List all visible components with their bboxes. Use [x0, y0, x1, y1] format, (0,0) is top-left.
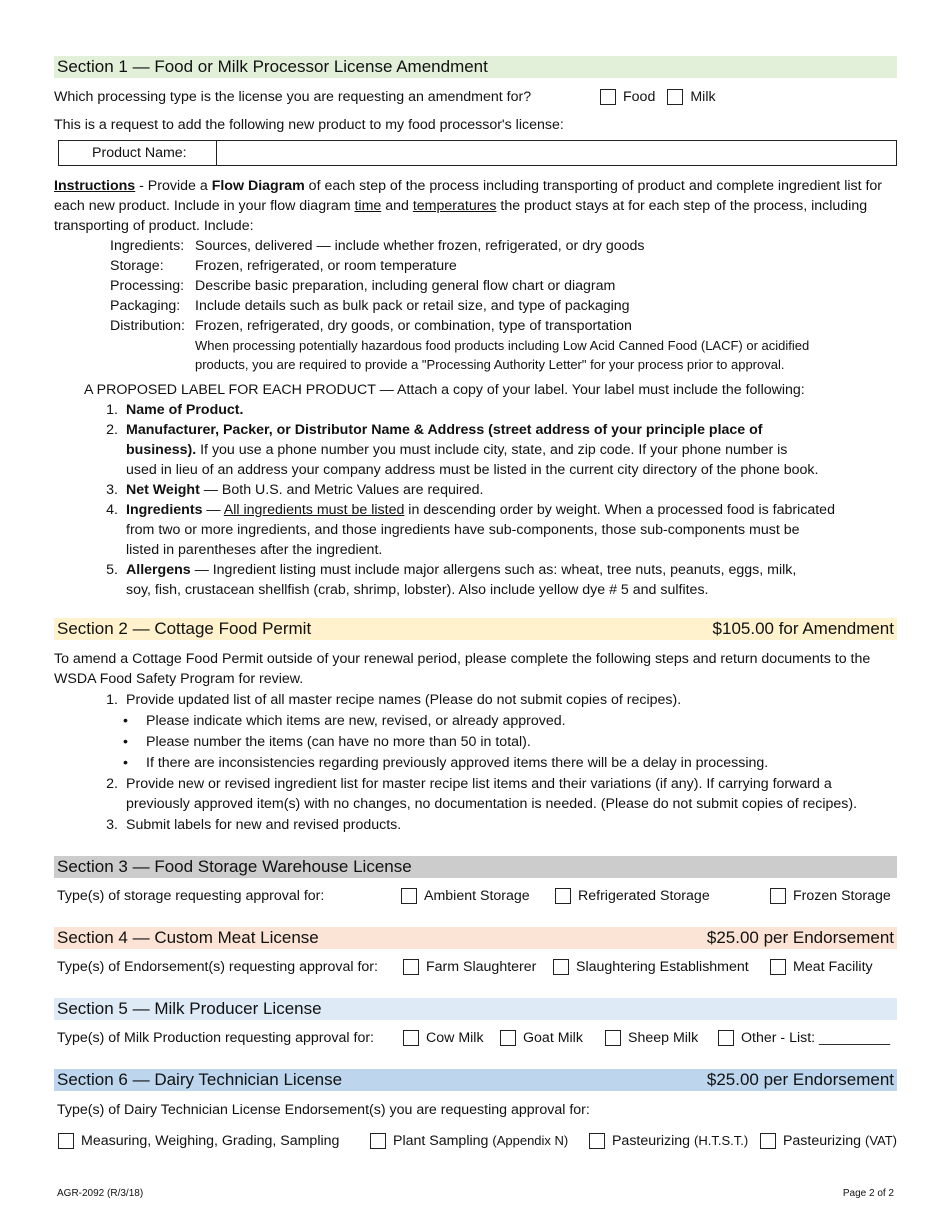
list-item: • If there are inconsistencies regarding previously approved items there will be a delay in processing.	[54, 753, 897, 773]
definition-text: Describe basic preparation, including general flow chart or diagram	[195, 278, 616, 294]
definition-row	[54, 276, 897, 296]
cow-milk-checkbox[interactable]	[403, 1030, 419, 1046]
goat-milk-checkbox[interactable]	[500, 1030, 516, 1046]
goat-milk-label: Goat Milk	[523, 1030, 583, 1046]
form-page	[54, 56, 897, 1151]
section-4-header	[54, 927, 897, 949]
definition-term: Ingredients:	[110, 238, 185, 254]
product-name-label: Product Name:	[59, 141, 217, 165]
meat-prompt: Type(s) of Endorsement(s) requesting approval for:	[57, 959, 378, 975]
definition-text: Frozen, refrigerated, or room temperature	[195, 258, 457, 274]
definition-term: Storage:	[110, 258, 164, 274]
slaughtering-establishment-label: Slaughtering Establishment	[576, 959, 749, 975]
list-item: 4. Ingredients — All ingredients must be listed in descending order by weight. When a processed food is fabricated from two or more ingredients, and those ingredients have sub-components, those sub-components must be listed in parentheses after the ingredient.	[106, 502, 835, 558]
section-4-title: Section 4 — Custom Meat License	[57, 928, 319, 947]
definition-row	[54, 296, 897, 316]
section-3-header	[54, 856, 897, 878]
ambient-storage-label: Ambient Storage	[424, 888, 530, 904]
definition-row	[54, 236, 897, 256]
section-1-title: Section 1 — Food or Milk Processor License Amendment	[57, 57, 488, 76]
form-id: AGR-2092 (R/3/18)	[57, 1188, 144, 1199]
label-requirements-list	[54, 400, 897, 600]
temperatures-text: temperatures	[412, 198, 497, 214]
label-item-5-text: — Ingredient listing must include major allergens such as: wheat, tree nuts, peanuts, eggs, milk, soy, fish, crustacean shellfish (crab, shrimp, lobster). Also include yellow dye # 5 and sulfites.	[126, 562, 797, 598]
other-milk-checkbox[interactable]	[718, 1030, 734, 1046]
instructions-text-a: - Provide a	[135, 178, 212, 194]
milk-checkbox[interactable]	[667, 89, 683, 105]
measuring-checkbox[interactable]	[58, 1133, 74, 1149]
definitions-list	[54, 236, 897, 374]
instructions-paragraph	[54, 176, 897, 236]
meat-endorsement-row	[54, 957, 897, 977]
cottage-bullet: Please indicate which items are new, revised, or already approved.	[146, 713, 566, 729]
milk-label: Milk	[690, 89, 716, 105]
label-item-5-bold: Allergens	[126, 562, 191, 578]
list-item: 2. Provide new or revised ingredient list for master recipe list items and their variations (if any). If carrying forward a previously approved item(s) with no changes, no documentation is needed. (Please do not submit copies of recipes).	[54, 774, 897, 814]
section-2-intro: To amend a Cottage Food Permit outside of your renewal period, please complete the following steps and return documents to the WSDA Food Safety Program for review.	[54, 651, 871, 687]
list-item: 1. Provide updated list of all master recipe names (Please do not submit copies of recipes).	[54, 690, 897, 710]
label-item-2-bold: Manufacturer, Packer, or Distributor Name & Address (street address of your principle place of business).	[126, 422, 763, 458]
section-6-header	[54, 1069, 897, 1091]
label-item-4-text: in descending order by weight. When a processed food is fabricated from two or more ingredients, and those ingredients have sub-components, those sub-components must be listed in parentheses after the ingredient.	[126, 502, 835, 558]
pasteurizing-vat-label: Pasteurizing	[782, 1133, 862, 1149]
other-milk-label[interactable]: Other - List: _________	[741, 1030, 891, 1046]
section-4-fee: $25.00 per Endorsement	[706, 928, 894, 947]
product-name-field	[58, 140, 897, 166]
label-item-4-bold: Ingredients	[126, 502, 203, 518]
processing-type-row	[54, 87, 897, 107]
section-5-title: Section 5 — Milk Producer License	[57, 999, 322, 1018]
refrigerated-storage-checkbox[interactable]	[555, 888, 571, 904]
list-item: 3. Submit labels for new and revised products.	[54, 815, 897, 835]
list-item: 2. Manufacturer, Packer, or Distributor Name & Address (street address of your principle place of business). If you use a phone number you must include city, state, and zip code. If your phone number is used in lieu of an address your company address must be listed in the current city directory of the phone book.	[106, 422, 819, 478]
definition-text: Frozen, refrigerated, dry goods, or combination, type of transportation	[195, 318, 632, 334]
list-item: • Please number the items (can have no more than 50 in total).	[54, 732, 897, 752]
instructions-heading: Instructions	[54, 178, 136, 194]
dairy-prompt: Type(s) of Dairy Technician License Endorsement(s) you are requesting approval for:	[57, 1102, 590, 1118]
sheep-milk-checkbox[interactable]	[605, 1030, 621, 1046]
plant-sampling-note: (Appendix N)	[492, 1133, 569, 1148]
definition-text: Include details such as bulk pack or retail size, and type of packaging	[195, 298, 630, 314]
slaughtering-establishment-checkbox[interactable]	[553, 959, 569, 975]
frozen-storage-label: Frozen Storage	[793, 888, 891, 904]
label-item-3-text: — Both U.S. and Metric Values are required.	[199, 482, 484, 498]
processing-type-question: Which processing type is the license you are requesting an amendment for?	[54, 89, 532, 105]
cottage-step-2: Provide new or revised ingredient list for master recipe list items and their variations (if any). If carrying forward a previously approved item(s) with no changes, no documentation is needed. (Please do not submit copies of recipes).	[126, 776, 858, 812]
pasteurizing-vat-note: (VAT)	[864, 1133, 897, 1148]
list-item: 3. Net Weight — Both U.S. and Metric Values are required.	[106, 482, 484, 498]
ambient-storage-checkbox[interactable]	[401, 888, 417, 904]
definition-term: Packaging:	[110, 298, 181, 314]
section-2-title: Section 2 — Cottage Food Permit	[57, 619, 312, 638]
section-2-header	[54, 618, 897, 640]
food-checkbox[interactable]	[600, 89, 616, 105]
definition-row	[54, 316, 897, 336]
storage-type-row	[54, 886, 897, 906]
definition-term: Processing:	[110, 278, 185, 294]
cottage-step-3: Submit labels for new and revised products.	[126, 817, 402, 833]
cottage-step-1: Provide updated list of all master recipe names (Please do not submit copies of recipes).	[126, 692, 682, 708]
dairy-endorsement-row	[54, 1131, 897, 1151]
list-item: • Please indicate which items are new, revised, or already approved.	[54, 711, 897, 731]
lacf-note: When processing potentially hazardous food products including Low Acid Canned Food (LACF) or acidified products, you are required to provide a "Processing Authority Letter" for your process prior to approval.	[195, 338, 810, 372]
section-2-fee: $105.00 for Amendment	[712, 619, 894, 638]
milk-production-row	[54, 1028, 897, 1048]
product-name-input[interactable]	[217, 141, 896, 165]
section-6-title: Section 6 — Dairy Technician License	[57, 1070, 343, 1089]
meat-facility-checkbox[interactable]	[770, 959, 786, 975]
instructions-text-b: of each step of the process including transporting of product and complete ingredient list for each new product. Include in your flow diagram	[54, 178, 883, 214]
plant-sampling-checkbox[interactable]	[370, 1133, 386, 1149]
cow-milk-label: Cow Milk	[426, 1030, 484, 1046]
sheep-milk-label: Sheep Milk	[628, 1030, 699, 1046]
definition-term: Distribution:	[110, 318, 185, 334]
label-item-4-underlined: All ingredients must be listed	[223, 502, 405, 518]
label-item-3-bold: Net Weight	[126, 482, 200, 498]
storage-prompt: Type(s) of storage requesting approval for:	[57, 888, 325, 904]
milk-prompt: Type(s) of Milk Production requesting approval for:	[57, 1030, 375, 1046]
pasteurizing-vat-checkbox[interactable]	[760, 1133, 776, 1149]
plant-sampling-label: Plant Sampling	[392, 1133, 489, 1149]
frozen-storage-checkbox[interactable]	[770, 888, 786, 904]
measuring-label: Measuring, Weighing, Grading, Sampling	[81, 1133, 340, 1149]
list-item: 5. Allergens — Ingredient listing must include major allergens such as: wheat, tree nuts, peanuts, eggs, milk, soy, fish, crustacean shellfish (crab, shrimp, lobster). Also include yellow dye # 5 and sulfites.	[106, 562, 797, 598]
cottage-bullet: Please number the items (can have no more than 50 in total).	[146, 734, 531, 750]
refrigerated-storage-label: Refrigerated Storage	[578, 888, 710, 904]
farm-slaughterer-checkbox[interactable]	[403, 959, 419, 975]
definition-row	[54, 256, 897, 276]
flow-diagram-text: Flow Diagram	[211, 178, 305, 194]
list-item: 1. Name of Product.	[54, 400, 897, 420]
request-line: This is a request to add the following new product to my food processor's license:	[54, 117, 564, 133]
page-number: Page 2 of 2	[842, 1188, 894, 1199]
label-item-4-dash: —	[202, 502, 224, 518]
label-item-1: Name of Product.	[126, 402, 244, 418]
label-item-2-text: If you use a phone number you must include city, state, and zip code. If your phone number is used in lieu of an address your company address must be listed in the current city directory of the phone book.	[126, 442, 819, 478]
instructions-text-c: the product stays at for each step of the process, including transporting of product. Include:	[54, 198, 868, 234]
definition-text: Sources, delivered — include whether frozen, refrigerated, or dry goods	[195, 238, 645, 254]
time-text: time	[354, 198, 382, 214]
section-3-title: Section 3 — Food Storage Warehouse License	[57, 857, 412, 876]
cottage-bullet: If there are inconsistencies regarding previously approved items there will be a delay in processing.	[146, 755, 769, 771]
meat-facility-label: Meat Facility	[793, 959, 873, 975]
instructions-and: and	[381, 198, 413, 214]
section-5-header	[54, 998, 897, 1020]
section-1-header	[54, 56, 897, 78]
pasteurizing-htst-label: Pasteurizing	[611, 1133, 691, 1149]
pasteurizing-htst-checkbox[interactable]	[589, 1133, 605, 1149]
pasteurizing-htst-note: (H.T.S.T.)	[694, 1133, 749, 1148]
label-intro: A PROPOSED LABEL FOR EACH PRODUCT — Attach a copy of your label. Your label must include the following:	[84, 382, 805, 398]
food-label: Food	[623, 89, 656, 105]
section-6-fee: $25.00 per Endorsement	[706, 1070, 894, 1089]
farm-slaughterer-label: Farm Slaughterer	[426, 959, 537, 975]
